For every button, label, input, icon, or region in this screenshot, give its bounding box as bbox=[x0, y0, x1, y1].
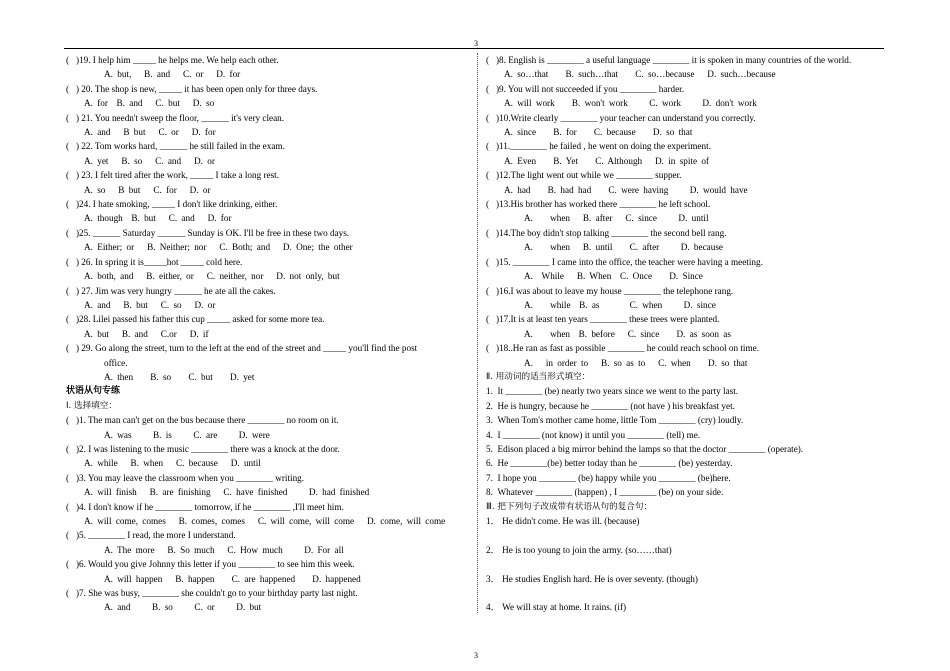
question-25: ( )25. ______ Saturday ______ Sunday is OK. I'll be free in these two days. bbox=[66, 227, 350, 238]
clause-options-12: A. had B. had had C. were having D. would have bbox=[504, 184, 748, 195]
header-rule bbox=[64, 48, 884, 49]
question-22: ( ) 22. Tom works hard, ______ he still failed in the exam. bbox=[66, 141, 285, 152]
question-26: ( ) 26. In spring it is_____hot _____ cold here. bbox=[66, 256, 243, 267]
section-2-title: Ⅱ. 用动词的适当形式填空： bbox=[486, 371, 591, 382]
clause-options-7: A. and B. so C. or D. but bbox=[104, 602, 262, 613]
combine-item-1: 1． He didn't come. He was ill. (because) bbox=[486, 516, 640, 526]
options-26: A. both, and B. either, or C. neither, nor D. not only, but bbox=[84, 271, 340, 282]
clause-question-5: ( )5. ________ I read, the more I understand. bbox=[66, 530, 236, 541]
clause-question-4: ( )4. I don't know if he ________ tomorrow, if he ________ ,I'll meet him. bbox=[66, 501, 344, 512]
clause-options-17: A. when B. before C. since D. as soon as bbox=[524, 328, 731, 339]
combine-item-4: 4． We will stay at home. It rains. (if) bbox=[486, 602, 627, 613]
verb-item-2: 2. He is hungry, because he ________ (not have ) his breakfast yet. bbox=[486, 400, 735, 411]
clause-question-6: ( )6. Would you give Johnny this letter if you ________ to see him this week. bbox=[66, 559, 355, 570]
question-28: ( )28. Lilei passed his father this cup _____ asked for some more tea. bbox=[66, 314, 325, 325]
verb-item-5: 5. Edison placed a big mirror behind the lamps so that the doctor ________ (operate). bbox=[486, 443, 804, 454]
verb-item-6: 6. He ________(be) better today than he ________ (be) yesterday. bbox=[486, 458, 733, 469]
clause-question-16: ( )16.I was about to leave my house ________ the telephone rang. bbox=[486, 285, 734, 296]
clause-question-3: ( )3. You may leave the classroom when you ________ writing. bbox=[66, 472, 305, 483]
clause-options-13: A. when B. after C. since D. until bbox=[524, 213, 709, 224]
clause-question-2: ( )2. I was listening to the music ________ there was a knock at the door. bbox=[66, 443, 340, 454]
options-27: A. and B. but C. so D. or bbox=[84, 299, 216, 310]
clause-options-5: A. The more B. So much C. How much D. For all bbox=[104, 544, 344, 555]
options-24: A. though B. but C. and D. for bbox=[84, 213, 232, 224]
clause-question-12: ( )12.The light went out while we ________ supper. bbox=[486, 170, 682, 181]
answer-space-2 bbox=[486, 557, 886, 571]
clause-options-18: A. in order to B. so as to C. when D. so that bbox=[524, 357, 748, 368]
options-19: A. but, B. and C. or D. for bbox=[104, 69, 241, 80]
section-3-title: Ⅲ. 把下列句子改成带有状语从句的复合句： bbox=[486, 501, 653, 512]
answer-space-3 bbox=[486, 586, 886, 600]
right-column bbox=[486, 53, 886, 615]
clause-options-9: A. will work B. won't work C. work D. don't work bbox=[504, 98, 757, 109]
clause-question-14: ( )14.The boy didn't stop talking ________ the second bell rang. bbox=[486, 227, 727, 238]
combine-item-2: 2． He is too young to join the army. (so……that) bbox=[486, 544, 672, 555]
clause-options-15: A. While B. When C. Once D. Since bbox=[524, 271, 703, 282]
question-23: ( ) 23. I felt tired after the work, _____ I take a long rest. bbox=[66, 170, 280, 181]
question-24: ( )24. I hate smoking, _____ I don't like drinking, either. bbox=[66, 199, 278, 210]
clause-question-15: ( )15. ________ I came into the office, the teacher were having a meeting. bbox=[486, 256, 763, 267]
question-19: ( )19. I help him _____ he helps me. We help each other. bbox=[66, 55, 279, 65]
clause-options-1: A. was B. is C. are D. were bbox=[104, 429, 270, 440]
options-22: A. yet B. so C. and D. or bbox=[84, 155, 215, 166]
options-29: A. then B. so C. but D. yet bbox=[104, 371, 255, 382]
clause-question-18: ( )18..He ran as fast as possible ________ he could reach school on time. bbox=[486, 343, 760, 354]
clause-options-3: A. will finish B. are finishing C. have finished D. had finished bbox=[84, 487, 370, 498]
question-29-continued: office. bbox=[104, 357, 128, 368]
question-21: ( ) 21. You needn't sweep the floor, ______ it's very clean. bbox=[66, 112, 285, 123]
clause-options-4: A. will come, comes B. comes, comes C. will come, will come D. come, will come bbox=[84, 516, 446, 526]
question-27: ( ) 27. Jim was very hungry ______ he ate all the cakes. bbox=[66, 285, 276, 296]
verb-item-1: 1. It ________ (be) nearly two years since we went to the party last. bbox=[486, 386, 739, 397]
question-29: ( ) 29. Go along the street, turn to the left at the end of the street and _____ you'll find the post bbox=[66, 343, 418, 354]
clause-options-6: A. will happen B. happen C. are happened D. happened bbox=[104, 573, 361, 584]
clause-question-8: ( )8. English is ________ a useful language ________ it is spoken in many countries of the world. bbox=[486, 55, 852, 65]
verb-item-7: 7. I hope you ________ (be) happy while you ________ (be)here. bbox=[486, 472, 731, 483]
clause-question-9: ( )9. You will not succeeded if you ________ harder. bbox=[486, 83, 685, 94]
verb-item-4: 4. I ________ (not know) it until you ________ (tell) me. bbox=[486, 429, 701, 440]
verb-item-8: 8. Whatever ________ (happen) , I ________ (be) on your side. bbox=[486, 487, 724, 498]
answer-space-1 bbox=[486, 528, 886, 542]
clause-options-14: A. when B. until C. after D. because bbox=[524, 242, 724, 253]
clause-options-8: A. so…that B. such…that C. so…because D. such…because bbox=[504, 69, 776, 80]
combine-item-3: 3． He studies English hard. He is over seventy. (though) bbox=[486, 573, 698, 584]
question-20: ( ) 20. The shop is new, _____ it has been open only for three days. bbox=[66, 83, 318, 94]
verb-item-3: 3. When Tom's mother came home, little Tom ________ (cry) loudly. bbox=[486, 415, 744, 426]
options-25: A. Either; or B. Neither; nor C. Both; and D. One; the other bbox=[84, 242, 353, 253]
options-21: A. and B but C. or D. for bbox=[84, 127, 216, 138]
options-23: A. so B but C. for D. or bbox=[84, 184, 211, 195]
options-20: A. for B. and C. but D. so bbox=[84, 98, 215, 109]
clause-question-1: ( )1. The man can't get on the bus because there ________ no room on it. bbox=[66, 415, 339, 426]
column-divider bbox=[477, 53, 478, 613]
clause-question-10: ( )10.Write clearly ________ your teacher can understand you correctly. bbox=[486, 112, 756, 123]
section-subtitle: Ⅰ. 选择填空： bbox=[66, 400, 117, 411]
page-number-bottom: 3 bbox=[474, 651, 478, 660]
page-number-top: 3 bbox=[474, 39, 478, 48]
clause-options-10: A. since B. for C. because D. so that bbox=[504, 127, 693, 138]
section-title: 状语从句专练 bbox=[66, 386, 121, 397]
clause-question-13: ( )13.His brother has worked there ________ he left school. bbox=[486, 199, 711, 210]
clause-options-11: A. Even B. Yet C. Although D. in spite of bbox=[504, 155, 709, 166]
clause-options-16: A. while B. as C. when D. since bbox=[524, 299, 716, 310]
clause-question-17: ( )17.It is at least ten years ________ these trees were planted. bbox=[486, 314, 720, 325]
left-column bbox=[66, 53, 476, 615]
clause-options-2: A. while B. when C. because D. until bbox=[84, 458, 261, 469]
clause-question-7: ( )7. She was busy, ________ she couldn't go to your birthday party last night. bbox=[66, 588, 358, 599]
clause-question-11: ( )11.________ he failed , he went on doing the experiment. bbox=[486, 141, 711, 152]
options-28: A. but B. and C.or D. if bbox=[84, 328, 209, 339]
